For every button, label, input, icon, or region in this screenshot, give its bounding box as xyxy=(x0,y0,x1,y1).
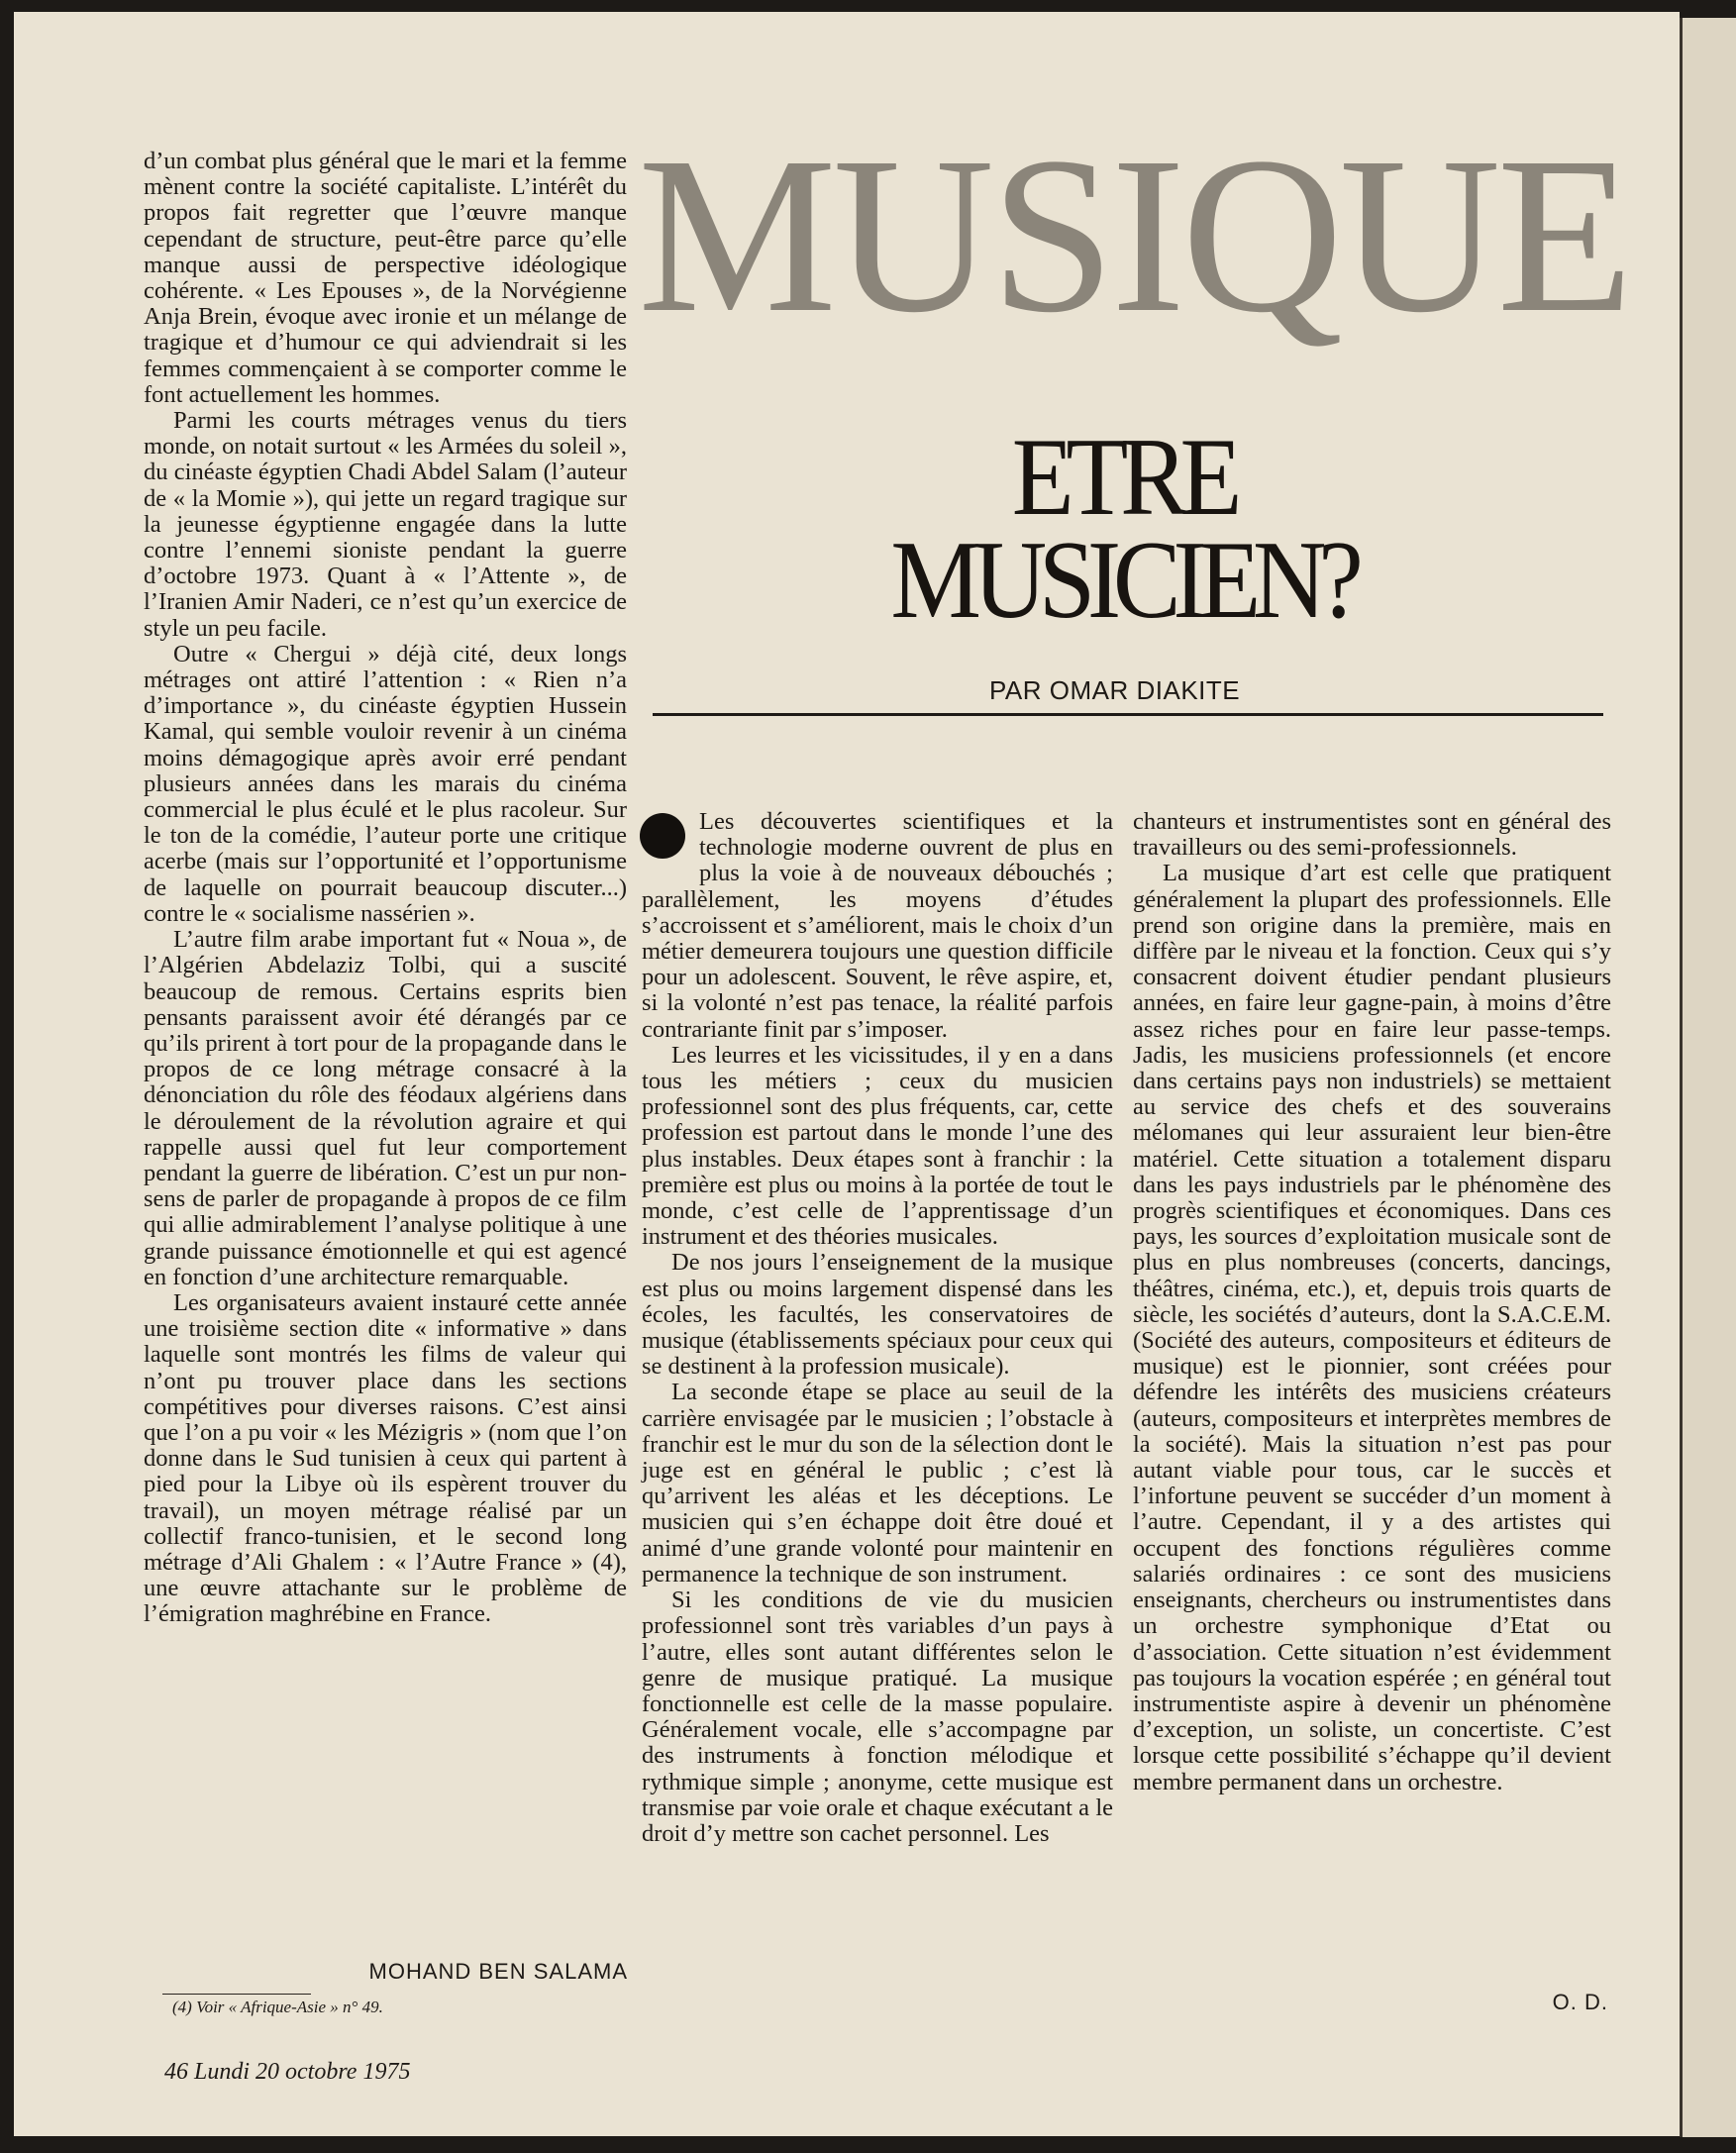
paragraph: Outre « Chergui » déjà cité, deux longs métrages ont attiré l’attention : « Rien n’a d’importance », du cinéaste égyptien Hussein Kamal, qui semble vouloir revenir à un cinéma moins démagogique après avoir erré pendant plusieurs années dans les marais du cinéma commercial le plus éculé et le plus racoleur. Sur le ton de la comédie, l’auteur porte une critique acerbe (mais sur l’opportunité et l’opportunisme de laquelle on pourrait beaucoup discuter...) contre le « socialisme nassérien ». xyxy=(144,640,627,927)
paragraph: chanteurs et instrumentistes sont en général des travailleurs ou des semi-professionnels. xyxy=(1133,808,1611,862)
article-title xyxy=(795,416,1451,642)
footnote-rule xyxy=(162,1994,311,1995)
byline: PAR OMAR DIAKITE xyxy=(989,675,1241,705)
lead-text: Les découvertes scientifiques et la technologie moderne ouvrent de plus en plus la voie à de nouveaux débouchés ; parallèlement, les moyens d’études s’accroissent et s’améliorent, mais le choix d’un métier demeurera toujours une question difficile pour un adolescent. Souvent, le rêve aspire, et, si la volonté n’est pas tenace, la réalité parfois contrariante finit par s’imposer. xyxy=(642,808,1113,1043)
paragraph: Les leurres et les vicissitudes, il y en a dans tous les métiers ; ceux du musicien professionnel sont des plus fréquents, car, cette profession est partout dans le monde l’une des plus instables. Deux étapes sont à franchir : la première est plus ou moins à la portée de tout le monde, c’est celle de l’apprentissage d’un instrument et des théories musicales. xyxy=(642,1041,1113,1251)
paragraph: L’autre film arabe important fut « Noua », de l’Algérien Abdelaziz Tolbi, qui a suscité beaucoup de remous. Certains esprits bien pensants paraissent avoir été dérangés par ce qu’ils prirent à tort pour de la propagande dans le propos de ce long métrage consacré à la dénonciation du rôle des féodaux algériens dans le déroulement de la révolution agraire et qui rappelle aussi quel fut leur comportement pendant la guerre de libération. C’est un pur non-sens de parler de propagande à propos de ce film qui allie admirablement l’analyse politique à une grande puissance émotionnelle et qui est agencé en fonction d’une architecture remarquable. xyxy=(144,926,627,1290)
middle-article-column xyxy=(642,809,1113,1847)
left-article-column xyxy=(144,149,627,1628)
paragraph: Si les conditions de vie du musicien professionnel sont très variables d’un pays à l’autre, elles sont autant différentes selon le genre de musique pratiqué. La musique fonctionnelle est celle de la masse populaire. Généralement vocale, elle s’accompagne par des instruments à fonction mélodique et rythmique simple ; anonyme, cette musique est transmise par voie orale et chaque exécutant a le droit d’y mettre son cachet personnel. Les xyxy=(642,1587,1113,1847)
paragraph: De nos jours l’enseignement de la musique est plus ou moins largement dispensé dans les écoles, les facultés, les conservatoires de musique (établissements spéciaux pour ceux qui se destinent à la profession musicale). xyxy=(642,1249,1113,1381)
magazine-page xyxy=(14,12,1680,2136)
page-folio: 46 Lundi 20 octobre 1975 xyxy=(164,2059,411,2085)
paragraph: Parmi les courts métrages venus du tiers monde, on notait surtout « les Armées du soleil », du cinéaste égyptien Chadi Abdel Salam (l’auteur de « la Momie »), qui jette un regard tragique sur la jeunesse égyptienne engagée dans la lutte contre l’ennemi sioniste pendant la guerre d’octobre 1973. Quant à « l’Attente », de l’Iranien Amir Naderi, ce n’est qu’un exercice de style un peu facile. xyxy=(144,407,627,642)
paragraph: La seconde étape se place au seuil de la carrière envisagée par le musicien ; l’obstacle à franchir est le mur du son de la sélection dont le juge est en général le public ; c’est là qu’arrivent les aléas et les déceptions. Le musicien qui s’en échappe doit être doué et animé d’une grande volonté pour maintenir en permanence la technique de son instrument. xyxy=(642,1379,1113,1588)
adjacent-page-edge xyxy=(1680,18,1736,2137)
footnote: (4) Voir « Afrique-Asie » n° 49. xyxy=(172,1998,383,2016)
lead-paragraph xyxy=(642,809,1113,1043)
section-kicker: MUSIQUE xyxy=(638,111,1630,359)
byline-rule xyxy=(653,713,1603,716)
title-line-2: MUSICIEN? xyxy=(890,519,1356,642)
author-initials: O. D. xyxy=(1552,1990,1608,2014)
right-article-column xyxy=(1133,809,1611,1795)
author-signature: MOHAND BEN SALAMA xyxy=(368,1959,628,1984)
paragraph: d’un combat plus général que le mari et la femme mènent contre la société capitaliste. L’intérêt du propos fait regretter que l’œuvre manque cependant de structure, peut-être parce qu’elle manque aussi de perspective idéologique cohérente. « Les Epouses », de la Norvégienne Anja Brein, évoque avec ironie et un mélange de tragique et d’humour ce qui adviendrait si les femmes commençaient à se comporter comme le font actuellement les hommes. xyxy=(144,148,627,408)
bullet-icon xyxy=(640,813,685,859)
paragraph: Les organisateurs avaient instauré cette année une troisième section dite « informative » dans laquelle sont montrés les films de valeur qui n’ont pu trouver place dans les sections compétitives pour diverses raisons. C’est ainsi que l’on a pu voir « les Mézigris » (nom que l’on donne dans le Sud tunisien à ceux qui partent à pied pour la Libye où ils espèrent trouver du travail), un moyen métrage réalisé par un collectif franco-tunisien, et le second long métrage d’Ali Ghalem : « l’Autre France » (4), une œuvre attachante sur le problème de l’émigration maghrébine en France. xyxy=(144,1288,627,1628)
paragraph: La musique d’art est celle que pratiquent généralement la plupart des professionnels. Elle prend son origine dans la première, mais en diffère par le niveau et la fonction. Ceux qui s’y consacrent doivent étudier pendant plusieurs années, en faire leur gagne-pain, à moins d’être assez riches pour en faire leur passe-temps. Jadis, les musiciens professionnels (et encore dans certains pays non industriels) se mettaient au service des chefs et des souverains mélomanes qui leur assuraient leur bien-être matériel. Cette situation a totalement disparu dans les pays industriels par le phénomène des progrès scientifiques et économiques. Dans ces pays, les sources d’exploitation musicale sont de plus en plus nombreuses (concerts, dancings, théâtres, cinéma, etc.), et, depuis trois quarts de siècle, les sociétés d’auteurs, dont la S.A.C.E.M. (Société des auteurs, compositeurs et éditeurs de musique) est le pionnier, sont créées pour défendre les intérêts des musiciens créateurs (auteurs, compositeurs et interprètes membres de la société). Mais la situation n’est pas pour autant viable pour tous, car le succès et l’infortune peuvent se succéder d’un moment à l’autre. Cependant, il y a des artistes qui occupent des fonctions régulières comme salariés ordinaires : ce sont des musiciens enseignants, chercheurs ou instrumentistes dans un orchestre symphonique d’Etat ou d’association. Cette situation n’est évidemment pas toujours la vocation espérée ; en général tout instrumentiste aspire à devenir un phénomène d’exception, un soliste, un concertiste. C’est lorsque cette possibilité s’échappe qu’il devient membre permanent dans un orchestre. xyxy=(1133,860,1611,1795)
title-line-1: ETRE xyxy=(1011,416,1235,539)
